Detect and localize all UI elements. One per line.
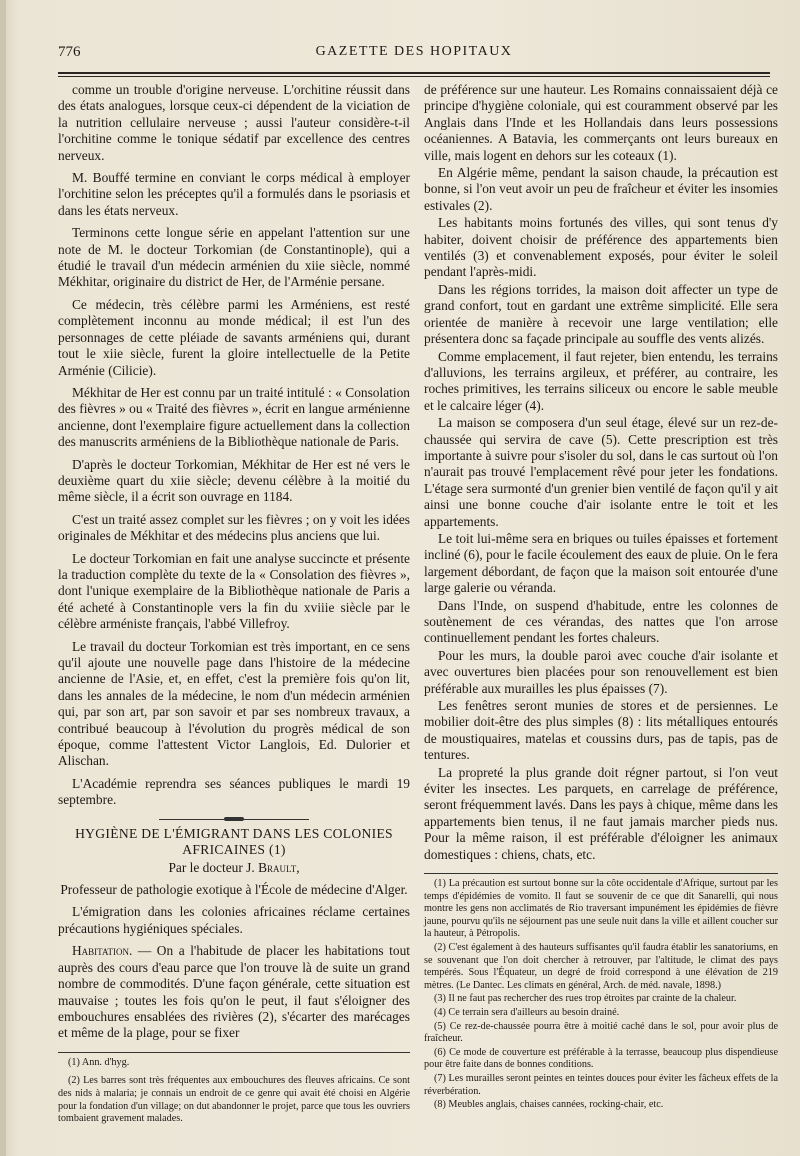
paragraph: D'après le docteur Torkomian, Mékhitar de Her est né vers le deuxième quart du xiie siècle; devenu célèbre à la moitié du même siècle, il a écrit son ouvrage en 1184. xyxy=(58,456,410,505)
footnote: (5) Ce rez-de-chaussée pourra être à moitié caché dans le sol, pour avoir plus de fraîcheur. xyxy=(424,1020,778,1045)
paragraph: En Algérie même, pendant la saison chaude, la précaution est bonne, si l'on veut avoir un peu de fraîcheur et éviter les insomies estivales (2). xyxy=(424,165,778,213)
paragraph: comme un trouble d'origine nerveuse. L'orchitine réussit dans des états analogues, lorsque ceux-ci dépendent de la viciation de la nutrition cellulaire nerveuse ; aussi l'auteur considère-t-il l'orchitine comme le tonique sédatif par excellence des centres nerveux. xyxy=(58,82,410,163)
paragraph: Le travail du docteur Torkomian est très important, en ce sens qu'il ajoute une nouvelle page dans l'histoire de la médecine ancienne de l'Asie, et, en effet, c'est la première fois qu'on lit, dans les annales de la médecine, le nom d'un médecin arménien qui, par son art, par son savoir et par ses nombreux travaux, a contribué beaucoup à l'évolution du progrès médical de son époque, comme l'attestent Victor Langlois, Ed. Dulorier et Alischan. xyxy=(58,638,410,769)
paragraph: Dans les régions torrides, la maison doit affecter un type de grand confort, tout en gardant une extrême simplicité. Elle sera orientée de manière à recevoir une large ventilation; elle présentera donc sa façade principale au souffle des vents alizés. xyxy=(424,281,778,347)
paragraph: Dans l'Inde, on suspend d'habitude, entre les colonnes de soutènement de ces vérandas, des nattes que l'on arrose continuellement pendant les fortes chaleurs. xyxy=(424,597,778,646)
footnote: (7) Les murailles seront peintes en teintes douces pour éviter les fâcheux effets de la réverbération. xyxy=(424,1073,778,1097)
paragraph: Ce médecin, très célèbre parmi les Arméniens, est resté complètement inconnu au monde médical; il est l'un des personnages de cette pléiade de savants arméniens qui, durant tout le xiie siècle, furent la gloire intellectuelle de la Petite Arménie (Cilicie). xyxy=(58,296,410,378)
left-footnotes xyxy=(58,1057,410,1126)
footnote-rule xyxy=(424,873,778,874)
paragraph: Mékhitar de Her est connu par un traité intitulé : « Consolation des fièvres » ou « Traité des fièvres », écrit en langue arménienne ancienne, dont l'exemplaire figure actuellement dans la collection des manuscrits arméniens de la Bibliothèque nationale de Paris. xyxy=(58,384,410,450)
paragraph: Les fenêtres seront munies de stores et de persiennes. Le mobilier doit-être des plus simples (8) : lits métalliques entourés de moustiquaires, matelas et coussins durs, pas de tapis, pas de tentures. xyxy=(424,698,778,763)
left-column xyxy=(58,82,410,1132)
article-byline xyxy=(58,860,410,876)
footnote: (4) Ce terrain sera d'ailleurs au besoin drainé. xyxy=(434,1007,620,1019)
header-rule-thick xyxy=(58,72,770,74)
paragraph: Le toit lui-même sera en briques ou tuiles épaisses et fortement incliné (6), pour le facile écoulement des eaux de pluie. On le fera largement débordant, de façon que la maison soit entourée d'une large galerie ou véranda. xyxy=(424,530,778,596)
right-column xyxy=(424,82,778,1113)
article-intro: L'émigration dans les colonies africaines réclame certaines précautions hygiéniques spéciales. xyxy=(58,904,410,936)
running-title: GAZETTE DES HOPITAUX xyxy=(315,44,513,59)
paragraph: La propreté la plus grande doit régner partout, si l'on veut éviter les insectes. Les parquets, en carrelage de préférence, seront fréquemment lavés. Dans les pays à chique, même dans les appartements bien tenus, il ne faut jamais marcher pieds nus. Pour la même raison, il est préférable d'éloigner les animaux domestiques : chiens, chats, etc. xyxy=(424,764,778,862)
section-separator xyxy=(159,819,309,820)
byline-prefix: Par le docteur J. xyxy=(168,859,255,875)
footnote: (6) Ce mode de couverture est préférable à la terrasse, beaucoup plus dispendieuse pour être faite dans de bonnes conditions. xyxy=(424,1046,778,1071)
section-text: — On a l'habitude de placer les habitations tout auprès des cours d'eau parce que l'on trouve là de suite un grand nombre de commodités. D'une façon générale, cette situation est mauvaise ; toutes les fois qu'on le peut, il faut s'éloigner des embouchures ensablées des rivières (2), s'écarter des marécages et même de la plage, pour se fixer xyxy=(58,943,410,1041)
paragraph: M. Bouffé termine en conviant le corps médical à employer l'orchitine selon les préceptes qu'il a formulés dans le psoriasis et dans les états nerveux. xyxy=(58,170,410,218)
paragraph: Pour les murs, la double paroi avec couche d'air isolante et avec ouvertures bien placées pour son renouvellement est bien préférable aux murailles les plus épaisses (7). xyxy=(424,647,778,696)
footnote: (2) C'est également à des hauteurs suffisantes qu'il faudra établir les sanatoriums, en se souvenant que l'on doit chercher à retrouver, par l'altitude, le climat des pays tempérés. Sous l'Équateur, un degré de froid correspond à une élévation de 219 mètres. (Le Dantec. Les climats en général, Arch. de méd. navale, 1898.) xyxy=(424,942,778,991)
page-fold-shadow xyxy=(0,0,6,1156)
footnote: (1) La précaution est surtout bonne sur la côte occidentale d'Afrique, surtout par les temps d'épidémies de vomito. Il faut se souvenir de ce que dit Sanarelli, qui nous montre les gens non acclimatés de Rio traversant impunément les épidémies de fièvre jaune, pourvu qu'ils ne séjournent pas une seule nuit dans la ville et aillent coucher sur la hauteur, à Pétropolis. xyxy=(424,878,778,940)
footnote: (1) Ann. d'hyg. xyxy=(68,1056,130,1068)
author-affiliation: Professeur de pathologie exotique à l'École de médecine d'Alger. xyxy=(60,882,408,898)
header-rule-thin xyxy=(58,76,770,77)
footnote: (8) Meubles anglais, chaises cannées, rocking-chair, etc. xyxy=(434,1099,664,1111)
paragraph: L'Académie reprendra ses séances publiques le mardi 19 septembre. xyxy=(58,775,410,808)
paragraph: Le docteur Torkomian en fait une analyse succincte et présente la traduction complète du texte de la « Consolation des fièvres », dont l'unique exemplaire de la Bibliothèque nationale de Paris a été acheté à Constantinople vers la fin du xviiie siècle par le célèbre arméniste français, l'abbé Villefroy. xyxy=(58,550,410,632)
page-number: 776 xyxy=(58,44,81,60)
article-title: HYGIÈNE DE L'ÉMIGRANT DANS LES COLONIES AFRICAINES (1) xyxy=(75,825,393,857)
author-name: Brault, xyxy=(258,859,300,875)
right-footnotes xyxy=(424,878,778,1112)
paragraph: Les habitants moins fortunés des villes, qui sont tenus d'y habiter, doivent choisir de préférence des appartements bien ventilés (3) et convenablement exposés, pour éviter le soleil pendant l'après-midi. xyxy=(424,215,778,280)
paragraph: Comme emplacement, il faut rejeter, bien entendu, les terrains d'alluvions, les terrains argileux, et préférer, au contraire, les roches primitives, les terrains siliceux ou encore le sable meuble et le calcaire léger (4). xyxy=(424,348,778,413)
paragraph: de préférence sur une hauteur. Les Romains connaissaient déjà ce principe d'hygiène coloniale, qui est couramment observé par les Anglais dans l'Inde et les Hollandais dans leurs possessions océaniennes. A Batavia, les commerçants ont leurs bureaux en ville, mais logent en dehors sur les coteaux (1). xyxy=(424,82,778,163)
paragraph: La maison se composera d'un seul étage, élevé sur un rez-de-chaussée qui servira de cave (5). Cette prescription est très importante à suivre pour s'isoler du sol, dans le cas surtout où l'on n'aurait pas trouvé l'emplacement rêvé pour jeter les fondations. L'étage sera surmonté d'un grenier bien ventilé de façon qu'il y ait ainsi une bonne couche d'air isolante entre le toit et les appartements. xyxy=(424,415,778,529)
footnote: (3) Il ne faut pas rechercher des rues trop étroites par crainte de la chaleur. xyxy=(434,993,737,1005)
article-section xyxy=(58,943,410,1041)
footnote: (2) Les barres sont très fréquentes aux embouchures des fleuves africains. Ce sont des nids à malaria; je connais un endroit de ce genre qui avait été choisi en Algérie pour la fondation d'un village; on dut abandonner le projet, parce que tous les ouvriers tombaient gravement malades. xyxy=(58,1075,410,1125)
paragraph: Terminons cette longue série en appelant l'attention sur une note de M. le docteur Torkomian (de Constantinople), qui a étudié le travail d'un médecin arménien du xiie siècle, nommé Mékhitar, originaire du district de Her, de l'Arménie persane. xyxy=(58,225,410,290)
paragraph: C'est un traité assez complet sur les fièvres ; on y voit les idées originales de Mékhitar et des médecins plus anciens que lui. xyxy=(58,511,410,544)
page-header xyxy=(58,44,770,66)
section-label: Habitation. xyxy=(72,943,133,959)
footnote-rule xyxy=(58,1052,410,1053)
